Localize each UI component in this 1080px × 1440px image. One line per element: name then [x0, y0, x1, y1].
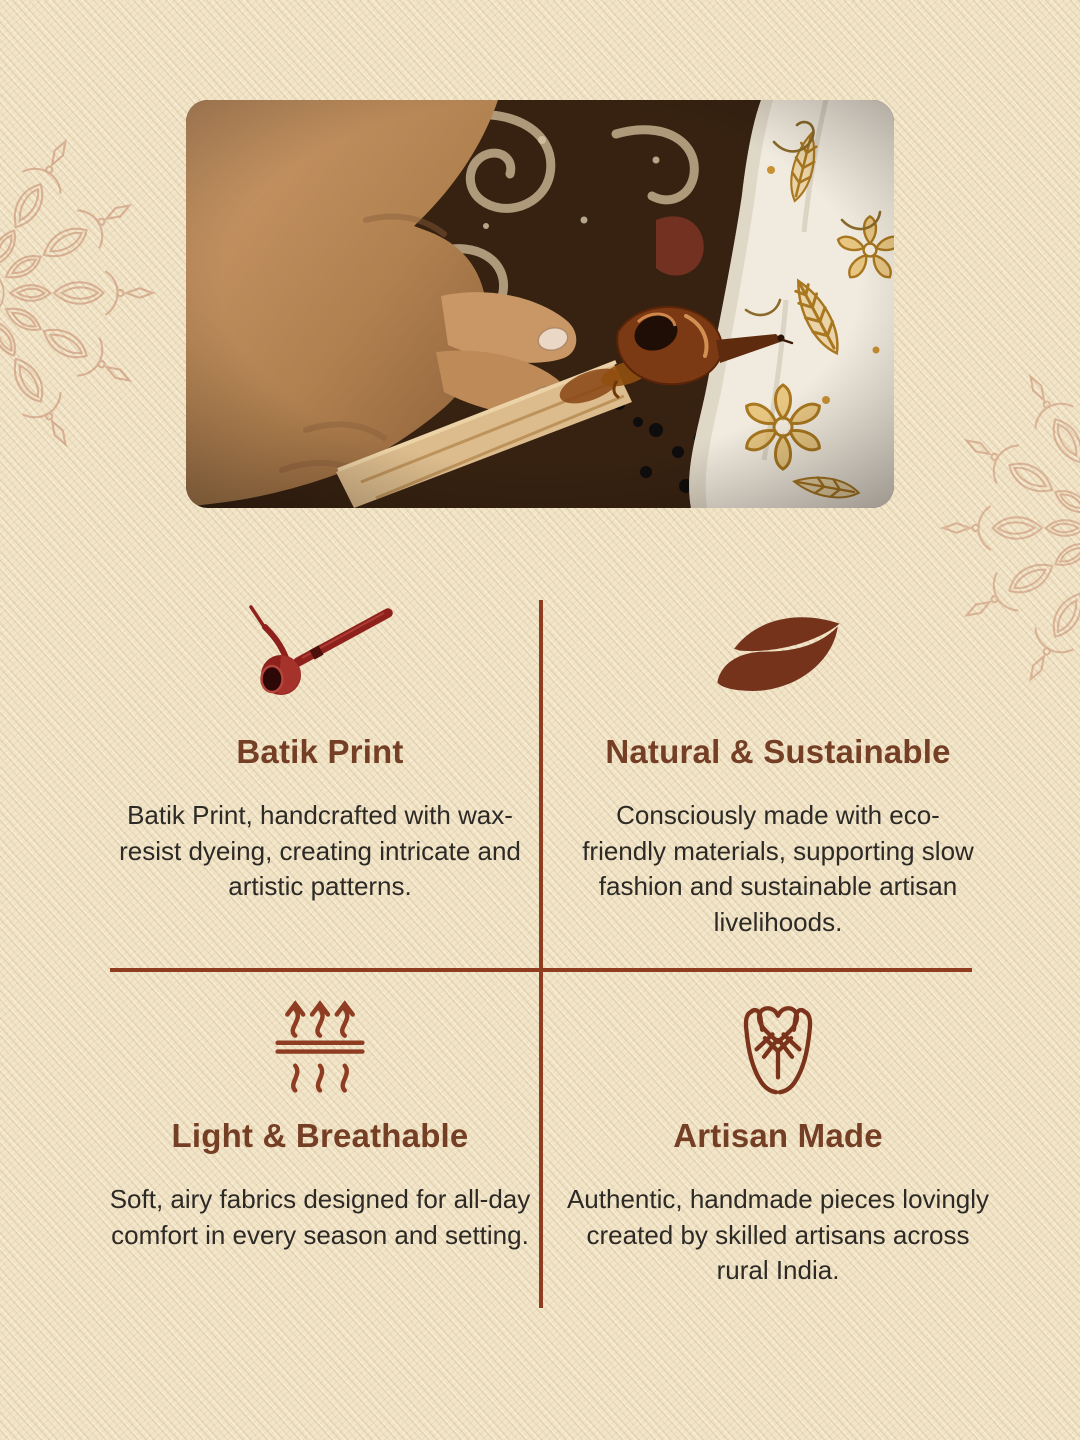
section-body: Soft, airy fabrics designed for all-day comfort in every season and setting. — [109, 1184, 531, 1250]
hero-batik-photo — [186, 100, 894, 508]
section-body: Consciously made with eco-friendly materials, supporting slow fashion and sustainable artisan livelihoods. — [582, 800, 974, 937]
section-title: Light & Breathable — [171, 1117, 469, 1154]
canting-tool-icon — [244, 598, 396, 702]
feature-light-breathable — [90, 986, 550, 1253]
horizontal-divider — [110, 968, 972, 972]
feature-batik-print — [90, 598, 550, 905]
batik-crafting-illustration — [186, 100, 894, 508]
section-title: Artisan Made — [673, 1117, 883, 1154]
breathability-icon — [267, 986, 373, 1096]
section-body: Authentic, handmade pieces lovingly created by skilled artisans across rural India. — [566, 1184, 990, 1285]
feature-natural-sustainable — [558, 598, 998, 940]
section-title: Batik Print — [236, 733, 404, 770]
section-title: Natural & Sustainable — [605, 733, 951, 770]
hands-holding-heart-icon — [722, 986, 834, 1096]
mandala-decoration-left-icon — [0, 103, 168, 483]
leaf-icon — [708, 598, 848, 702]
section-body: Batik Print, handcrafted with wax-resist dyeing, creating intricate and artistic patterns. — [119, 800, 521, 901]
feature-artisan-made — [558, 986, 998, 1289]
